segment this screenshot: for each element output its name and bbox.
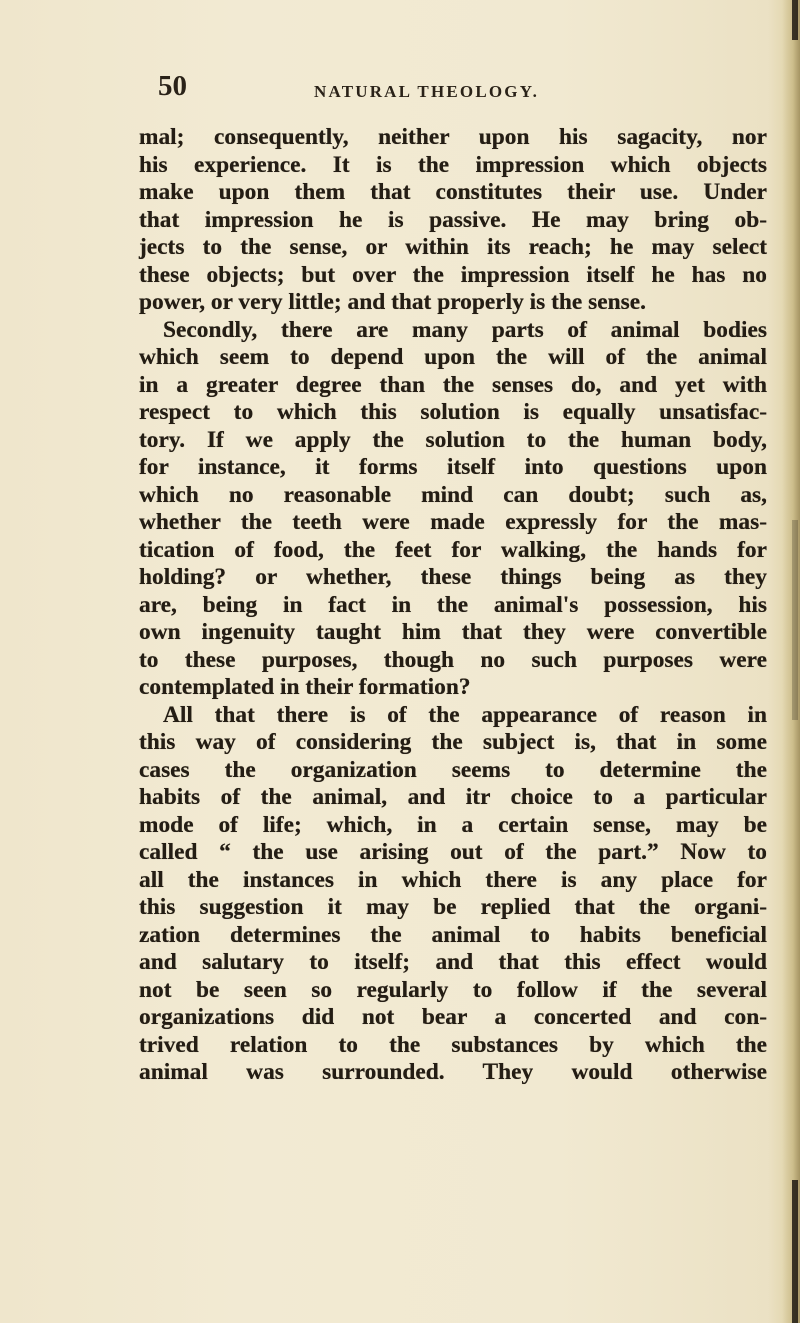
text-line: trived relation to the substances by which the <box>139 1031 767 1058</box>
text-line: zation determines the animal to habits beneficial <box>139 921 767 948</box>
text-line: mal; consequently, neither upon his sagacity, nor <box>139 124 767 150</box>
text-line: this way of considering the subject is, that in some <box>139 729 767 755</box>
text-line: animal was surrounded. They would otherwise <box>139 1059 767 1085</box>
page-edge-stain <box>792 520 798 720</box>
text-line: tory. If we apply the solution to the human body, <box>139 426 767 453</box>
text-line: organizations did not bear a concerted and con- <box>139 1004 767 1030</box>
text-line: which no reasonable mind can doubt; such as, <box>139 481 767 508</box>
text-line: whether the teeth were made expressly for the mas- <box>139 509 767 535</box>
text-line: contemplated in their formation? <box>139 674 471 700</box>
text-line: power, or very little; and that properly is the sense. <box>139 289 646 315</box>
text-line: own ingenuity taught him that they were convertible <box>139 619 767 645</box>
text-line: which seem to depend upon the will of the animal <box>139 344 767 370</box>
text-line: these objects; but over the impression itself he has no <box>139 261 767 288</box>
text-line: not be seen so regularly to follow if the several <box>139 976 767 1003</box>
text-line: habits of the animal, and itr choice to a particular <box>139 784 767 810</box>
body-text <box>139 124 767 1087</box>
text-line: mode of life; which, in a certain sense, may be <box>139 811 767 838</box>
text-line: cases the organization seems to determine the <box>139 756 767 783</box>
page-number: 50 <box>158 70 187 102</box>
text-line: jects to the sense, or within its reach; he may select <box>139 234 767 260</box>
text-line: holding? or whether, these things being as they <box>139 564 767 590</box>
text-line: tication of food, the feet for walking, the hands for <box>139 536 767 563</box>
text-line: this suggestion it may be replied that the organi- <box>139 894 767 920</box>
text-line: his experience. It is the impression which objects <box>139 151 767 178</box>
text-line: make upon them that constitutes their use. Under <box>139 179 767 205</box>
text-line: all the instances in which there is any place for <box>139 866 767 893</box>
text-line: in a greater degree than the senses do, and yet with <box>139 371 767 398</box>
text-line: All that there is of the appearance of reason in <box>163 701 767 728</box>
text-line: to these purposes, though no such purposes were <box>139 646 767 673</box>
text-line: for instance, it forms itself into questions upon <box>139 454 767 480</box>
page-edge-stain <box>792 1180 798 1323</box>
page-edge-stain <box>792 0 798 40</box>
running-head: NATURAL THEOLOGY. <box>314 82 540 101</box>
page-header <box>0 70 800 110</box>
text-line: that impression he is passive. He may bring ob- <box>139 206 767 233</box>
text-line: respect to which this solution is equally unsatisfac- <box>139 399 767 425</box>
text-line: and salutary to itself; and that this effect would <box>139 949 767 975</box>
text-line: are, being in fact in the animal's possession, his <box>139 591 767 618</box>
text-line: called “ the use arising out of the part.” Now to <box>139 839 767 865</box>
text-line: Secondly, there are many parts of animal bodies <box>163 316 767 343</box>
